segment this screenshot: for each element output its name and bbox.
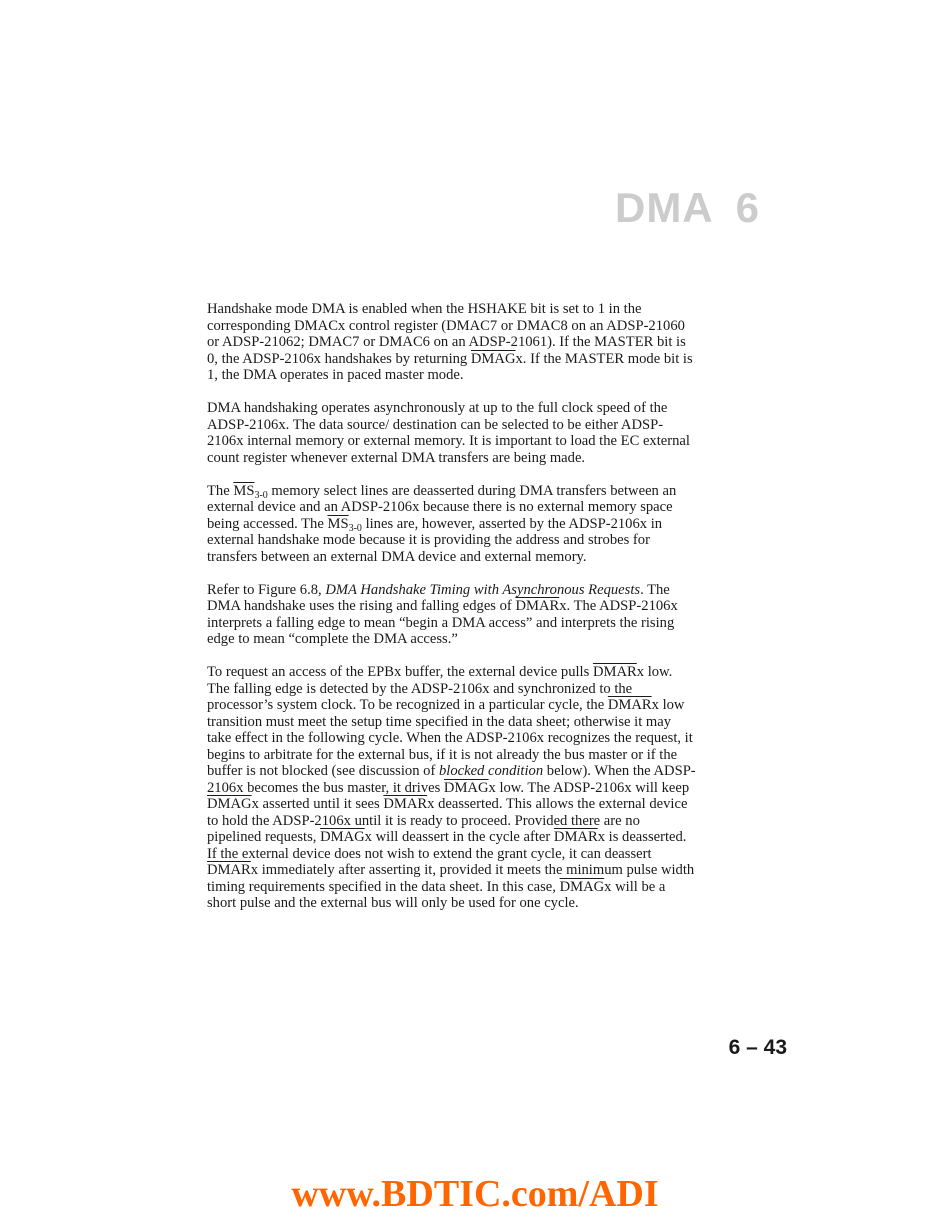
signal-ms: $\overline{MS}$ (327, 515, 349, 532)
paragraph-figure-reference (207, 582, 697, 648)
signal-ms-subscript: 3-0 (348, 522, 362, 534)
text-run: To request an access of the EPBx buffer, the external device pulls (207, 664, 593, 680)
text-run: . The DMA handshake uses the rising and falling edges of (207, 581, 670, 614)
text-run: x. The ADSP-2106x interprets a falling edge to mean “begin a DMA access” and interprets the rising edge to mean “complete the DMA access.” (207, 598, 678, 647)
signal-dmag: DMAG (320, 829, 365, 845)
text-run: x. If the MASTER mode bit is 1, the DMA operates in paced master mode. (207, 350, 693, 383)
body-text (207, 301, 697, 928)
blocked-condition-term: blocked condition (438, 763, 544, 779)
paragraph-async-operation: DMA handshaking operates asynchronously at up to the full clock speed of the ADSP-2106x. The data source/ destination can be selected to be either ADSP-2106x internal memory or external memory. It is important to load the EC external count register whenever external DMA transfers are being made. (207, 400, 690, 466)
text-run: below). When the ADSP-2106x becomes the bus master, it drives (207, 763, 696, 796)
signal-dmar: DMAR (383, 796, 428, 812)
signal-ms-subscript: 3-0 (254, 489, 268, 501)
signal-dmar: DMAR (607, 697, 652, 713)
chapter-heading (520, 184, 760, 232)
signal-dmar: DMAR (207, 862, 251, 878)
watermark-url: www.BDTIC.com/ADI (291, 1173, 659, 1215)
signal-dmar: DMAR (515, 598, 560, 614)
signal-dmar: DMAR (592, 664, 637, 680)
signal-dmag: DMAG (559, 878, 605, 895)
signal-dmag: DMAG (470, 350, 516, 367)
signal-ms: $\overline{MS}$ (233, 482, 255, 499)
chapter-number: 6 (735, 184, 760, 231)
text-run: lines are, however, asserted by the ADSP-2106x in external handshake mode because it is providing the address and strobes for transfers between an external DMA device and external memory. (207, 515, 663, 565)
chapter-title: DMA (614, 184, 714, 231)
text-run: x low transition must meet the setup time specified in the data sheet; otherwise it may take effect in the following cycle. When the ADSP-2106x recognizes the request, it begins to arbitrate for the external bus, if it is not already the bus master or if the buffer is not blocked (see discussion of (207, 697, 693, 779)
text-run: x low. The ADSP-2106x will keep (488, 779, 690, 796)
text-run: The (207, 482, 234, 499)
paragraph-access-request (207, 664, 697, 912)
text-run: x will be a short pulse and the external bus will only be used for one cycle. (207, 878, 666, 911)
text-run: x asserted until it sees (251, 796, 384, 812)
text-run: x is deasserted. If the external device does not wish to extend the grant cycle, it can deassert (207, 829, 687, 862)
page-number: 6 – 43 (728, 1036, 787, 1059)
text-run: x deasserted. This allows the external device to hold the ADSP-2106x until it is ready to proceed. Provided there are no pipelined requests, (207, 796, 688, 845)
text-run: x low. The falling edge is detected by the ADSP-2106x and synchronized to the processor’s system clock. To be recognized in a particular cycle, the (207, 664, 673, 713)
text-run: Refer to Figure 6.8, (207, 581, 326, 598)
paragraph-memory-select (207, 483, 697, 566)
text-run: memory select lines are deasserted during DMA transfers between an external device and an ADSP-2106x because there is no external memory space being accessed. The (207, 482, 677, 532)
paragraph-handshake-mode (207, 301, 697, 384)
text-run: Handshake mode DMA is enabled when the HSHAKE bit is set to 1 in the corresponding DMACx control register (DMAC7 or DMAC8 on an ADSP-21060 or ADSP-21062; DMAC7 or DMAC6 on an ADSP-21061). If the MASTER bit is 0, the ADSP-2106x handshakes by returning (207, 301, 686, 367)
signal-dmag: DMAG (443, 779, 489, 796)
signal-dmar: DMAR (553, 829, 598, 845)
text-run: x immediately after asserting it, provided it meets the minimum pulse width timing requirements specified in the data sheet. In this case, (207, 862, 695, 895)
signal-dmag: DMAG (207, 796, 252, 812)
figure-title: DMA Handshake Timing with Asynchronous Requests (325, 581, 641, 598)
text-run: x will deassert in the cycle after (364, 829, 554, 845)
